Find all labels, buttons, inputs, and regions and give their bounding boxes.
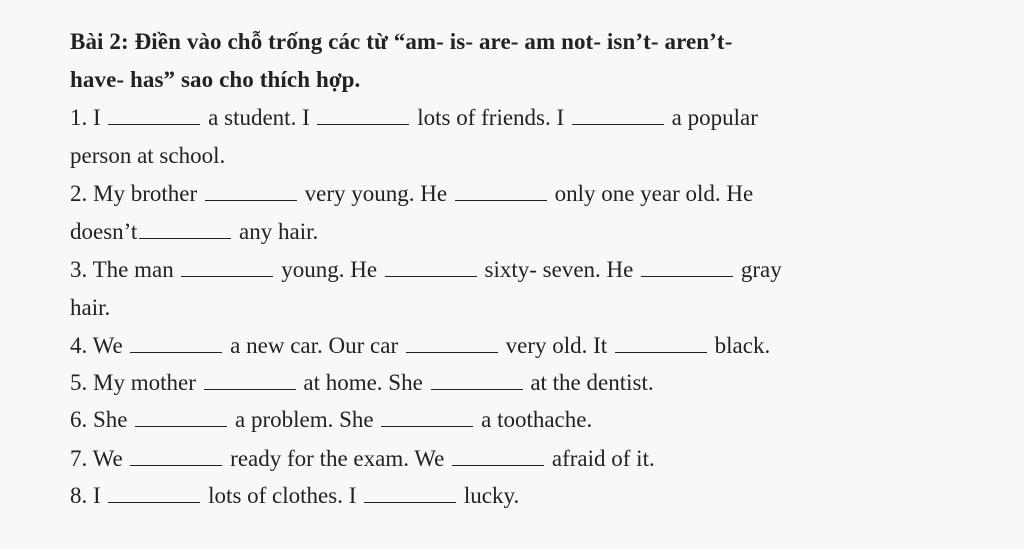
q1-text-a: 1. I <box>70 105 107 130</box>
q6-text-c: a toothache. <box>475 407 593 432</box>
q4-text-d: black. <box>708 333 771 358</box>
q3-blank-1[interactable] <box>181 256 273 277</box>
q4-blank-2[interactable] <box>406 332 498 353</box>
q3-blank-2[interactable] <box>385 256 477 277</box>
q4-text-a: 4. We <box>70 333 129 358</box>
q7-blank-2[interactable] <box>452 445 544 466</box>
question-2-line-1 <box>70 180 753 208</box>
question-8-line <box>70 482 519 510</box>
q4-text-c: very old. It <box>499 333 613 358</box>
q1-text-d: a popular <box>665 105 758 130</box>
q4-blank-3[interactable] <box>615 332 707 353</box>
q5-text-a: 5. My mother <box>70 370 202 395</box>
q1-text-c: lots of friends. I <box>411 105 570 130</box>
q2-text-b: very young. He <box>298 181 453 206</box>
q2-text-e: any hair. <box>233 219 319 244</box>
q8-text-a: 8. I <box>70 483 107 508</box>
question-1-line-1 <box>70 104 758 132</box>
q8-blank-2[interactable] <box>364 482 456 503</box>
question-1-line-2 <box>70 142 225 170</box>
q3-text-b: young. He <box>275 257 383 282</box>
q8-text-c: lucky. <box>458 483 520 508</box>
q8-blank-1[interactable] <box>108 482 200 503</box>
question-5-line <box>70 369 654 397</box>
q2-text-a: 2. My brother <box>70 181 203 206</box>
q5-blank-1[interactable] <box>204 369 296 390</box>
q1-text-e: person at school. <box>70 143 226 168</box>
q3-blank-3[interactable] <box>641 256 733 277</box>
q2-blank-1[interactable] <box>205 180 297 201</box>
exercise-title-line-2: have- has” sao cho thích hợp. <box>70 67 361 92</box>
question-4-line <box>70 332 770 360</box>
question-2-line-2 <box>70 218 318 246</box>
q6-text-a: 6. She <box>70 407 134 432</box>
q6-text-b: a problem. She <box>229 407 380 432</box>
q3-text-e: hair. <box>70 295 111 320</box>
question-6-line <box>70 406 592 434</box>
question-3-line-2 <box>70 294 110 322</box>
q6-blank-1[interactable] <box>135 406 227 427</box>
q2-blank-3[interactable] <box>139 218 231 239</box>
q1-blank-2[interactable] <box>317 104 409 125</box>
q4-blank-1[interactable] <box>130 332 222 353</box>
exercise-title-line-1: Bài 2: Điền vào chỗ trống các từ “am- is- are- am not- isn’t- aren’t- <box>70 29 733 54</box>
q3-text-d: gray <box>735 257 782 282</box>
q3-text-c: sixty- seven. He <box>478 257 640 282</box>
q3-text-a: 3. The man <box>70 257 180 282</box>
q1-blank-3[interactable] <box>572 104 664 125</box>
q8-text-b: lots of clothes. I <box>202 483 363 508</box>
question-7-line <box>70 445 655 473</box>
q4-text-b: a new car. Our car <box>224 333 404 358</box>
q7-blank-1[interactable] <box>130 445 222 466</box>
q7-text-c: afraid of it. <box>546 446 655 471</box>
q2-text-c: only one year old. He <box>548 181 754 206</box>
question-3-line-1 <box>70 256 782 284</box>
q2-blank-2[interactable] <box>455 180 547 201</box>
q5-blank-2[interactable] <box>431 369 523 390</box>
q2-text-d: doesn’t <box>70 219 138 244</box>
q5-text-b: at home. She <box>297 370 429 395</box>
q7-text-a: 7. We <box>70 446 129 471</box>
q6-blank-2[interactable] <box>381 406 473 427</box>
q1-blank-1[interactable] <box>108 104 200 125</box>
q5-text-c: at the dentist. <box>524 370 654 395</box>
q1-text-b: a student. I <box>202 105 316 130</box>
q7-text-b: ready for the exam. We <box>224 446 451 471</box>
